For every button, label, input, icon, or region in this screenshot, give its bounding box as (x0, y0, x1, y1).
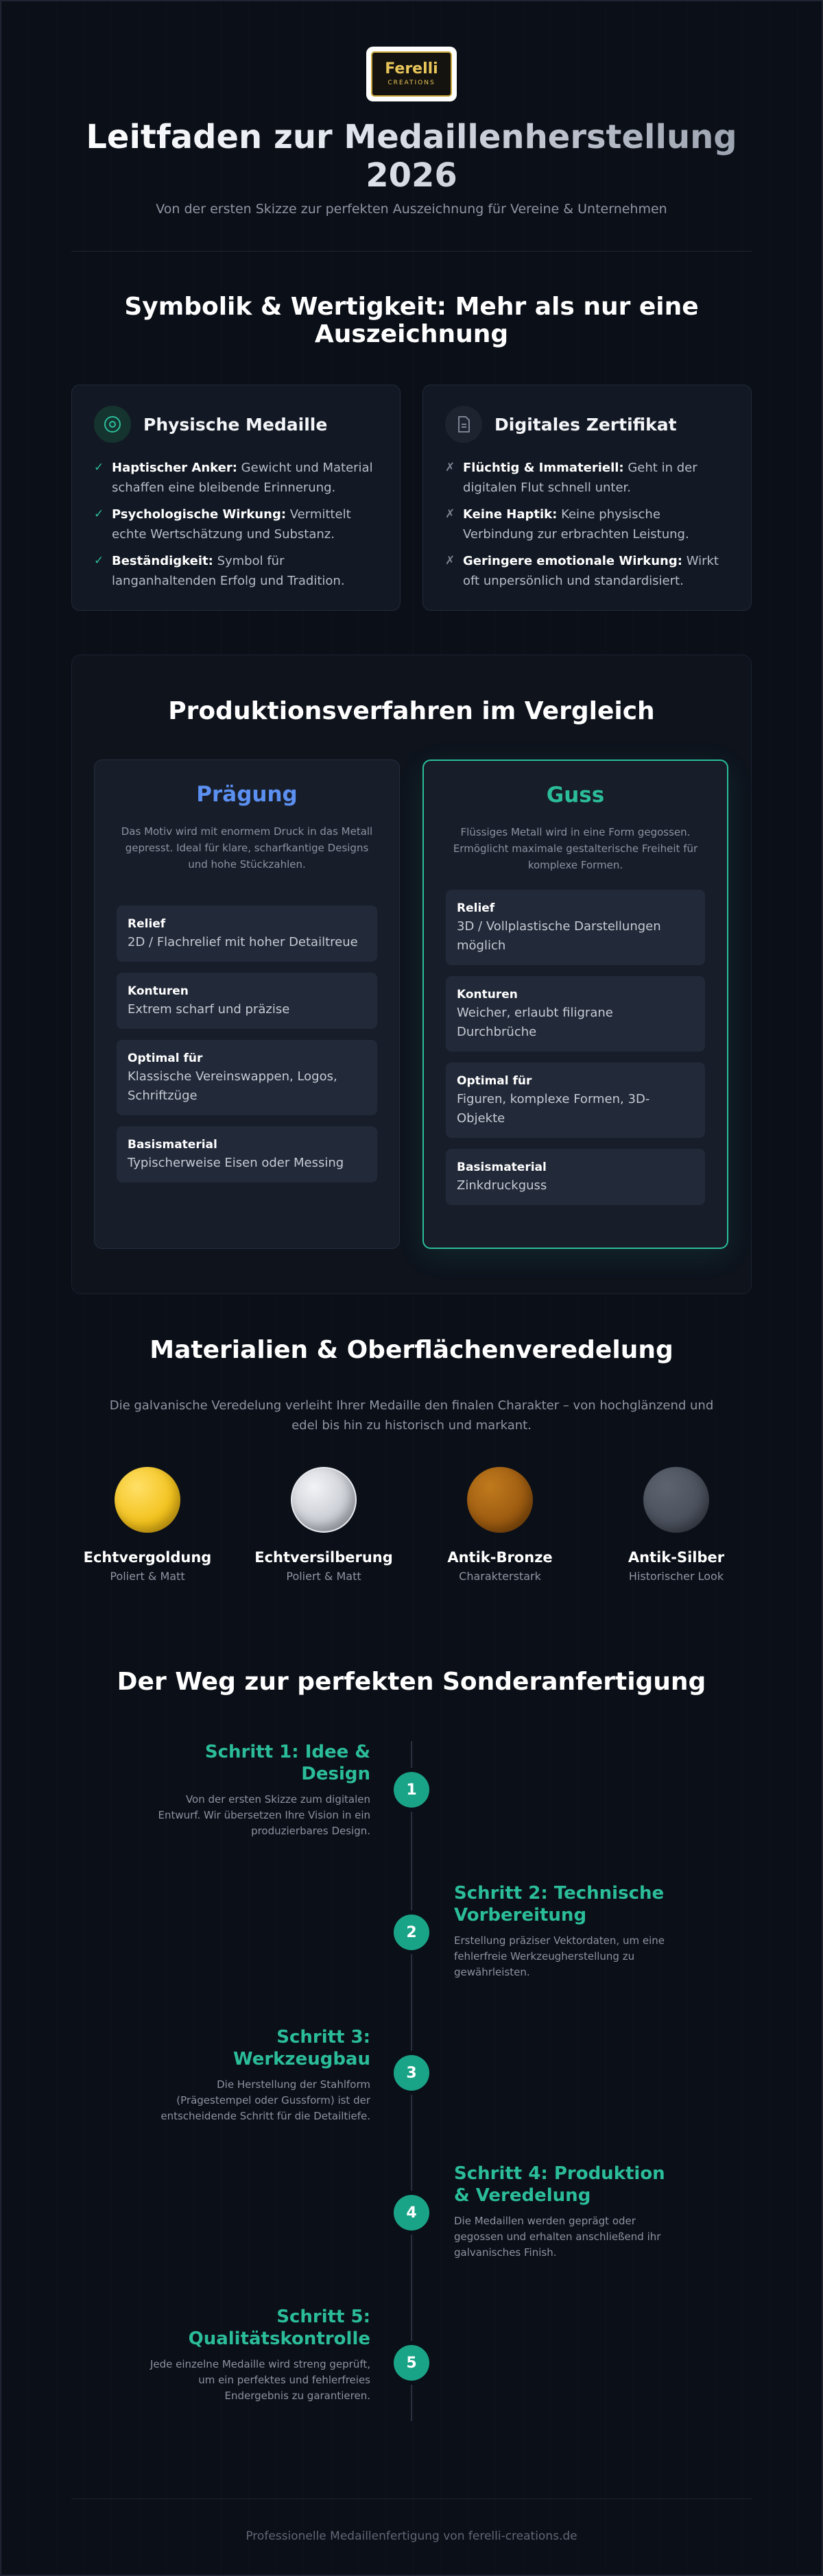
process-title: Der Weg zur perfekten Sonderanfertigung (117, 1668, 706, 1696)
step-1 (144, 1741, 370, 1839)
medal-icon (94, 406, 131, 443)
header-divider (71, 251, 752, 252)
praegung-description: Das Motiv wird mit enormem Druck in das Metall gepresst. Ideal für klare, scharfkantige Designs und hohe Stückzahlen. (121, 825, 373, 871)
step-5-marker: 5 (394, 2345, 429, 2381)
material-gold (69, 1467, 226, 1585)
list-item: ✗ Geringere emotionale Wirkung: Wirkt oft unpersönlich und standardisiert. (445, 551, 729, 591)
logo-badge (371, 51, 452, 97)
step-1-marker: 1 (394, 1772, 429, 1808)
material-name: Echtversilberung (254, 1549, 393, 1566)
materials-title: Materialien & Oberflächenveredelung (150, 1336, 673, 1364)
physical-card-title: Physische Medaille (143, 414, 328, 435)
material-sub: Charakterstark (459, 1570, 541, 1583)
guss-relief: Relief 3D / Vollplastische Darstellungen möglich (446, 890, 705, 965)
physical-medal-card (71, 385, 401, 611)
step-2-marker: 2 (394, 1915, 429, 1950)
list-item: ✗ Flüchtig & Immateriell: Geht in der digitalen Flut schnell unter. (445, 458, 729, 498)
page-subtitle: Von der ersten Skizze zur perfekten Auszeichnung für Vereine & Unternehmen (156, 202, 667, 217)
step-title: Schritt 3: Werkzeugbau (232, 2027, 370, 2069)
list-item: ✓ Haptischer Anker: Gewicht und Material schaffen eine bleibende Erinnerung. (94, 458, 378, 498)
digital-drawbacks-list (445, 458, 729, 591)
symbolik-title: Symbolik & Wertigkeit: Mehr als nur eine Auszeichnung (124, 293, 699, 348)
step-5 (144, 2306, 370, 2404)
guss-column (422, 760, 728, 1249)
cross-icon: ✗ (445, 507, 455, 521)
bronze-swatch (467, 1467, 533, 1533)
antique-silver-swatch (643, 1467, 709, 1533)
step-title: Schritt 1: Idee & Design (204, 1742, 370, 1784)
step-title: Schritt 5: Qualitätskontrolle (188, 2307, 370, 2349)
material-silver (245, 1467, 403, 1585)
guss-konturen: Konturen Weicher, erlaubt filigrane Durchbrüche (446, 976, 705, 1052)
logo-subline: CREATIONS (387, 80, 436, 86)
step-3 (144, 2026, 370, 2124)
step-2 (454, 1882, 680, 1980)
step-3-marker: 3 (394, 2055, 429, 2091)
step-description: Die Herstellung der Stahlform (Prägestempel oder Gussform) ist der entscheidende Schritt für die Detailtiefe. (160, 2078, 370, 2122)
digital-card-title: Digitales Zertifikat (494, 414, 677, 435)
material-bronze (421, 1467, 579, 1585)
praegung-column (94, 760, 400, 1249)
digital-certificate-card (422, 385, 752, 611)
material-sub: Historischer Look (628, 1570, 724, 1583)
silver-swatch (291, 1467, 357, 1533)
step-4 (454, 2163, 680, 2261)
guss-description: Flüssiges Metall wird in eine Form gegossen. Ermöglicht maximale gestalterische Freiheit für komplexe Formen. (453, 826, 698, 871)
cross-icon: ✗ (445, 461, 455, 474)
list-item: ✓ Beständigkeit: Symbol für langanhaltenden Erfolg und Tradition. (94, 551, 378, 591)
check-icon: ✓ (94, 507, 104, 521)
step-title: Schritt 2: Technische Vorbereitung (454, 1883, 665, 1925)
footer-text: Professionelle Medaillenfertigung von ferelli-creations.de (246, 2529, 577, 2543)
guss-optimal: Optimal für Figuren, komplexe Formen, 3D-Objekte (446, 1062, 705, 1138)
praegung-optimal: Optimal für Klassische Vereinswappen, Logos, Schriftzüge (117, 1040, 377, 1115)
praegung-title: Prägung (196, 782, 298, 807)
physical-benefits-list (94, 458, 378, 591)
page-title: Leitfaden zur Medaillenherstellung 2026 (69, 118, 754, 195)
list-item: ✗ Keine Haptik: Keine physische Verbindung zur erbrachten Leistung. (445, 505, 729, 544)
check-icon: ✓ (94, 461, 104, 474)
step-description: Jede einzelne Medaille wird streng geprüft, um ein perfektes und fehlerfreies Endergebnis zu garantieren. (150, 2358, 370, 2402)
document-icon (445, 406, 482, 443)
step-description: Erstellung präziser Vektordaten, um eine fehlerfreie Werkzeugherstellung zu gewährleisten. (454, 1934, 665, 1978)
materials-intro: Die galvanische Veredelung verleiht Ihrer Medaille den finalen Charakter – von hochglänzend und edel bis hin zu historisch und markant. (109, 1398, 714, 1433)
brand-logo[interactable] (366, 47, 457, 101)
check-icon: ✓ (94, 554, 104, 568)
list-item: ✓ Psychologische Wirkung: Vermittelt echte Wertschätzung und Substanz. (94, 505, 378, 544)
material-sub: Poliert & Matt (286, 1570, 361, 1583)
guss-material: Basismaterial Zinkdruckguss (446, 1149, 705, 1205)
step-4-marker: 4 (394, 2195, 429, 2231)
material-name: Antik-Silber (628, 1549, 725, 1566)
step-description: Die Medaillen werden geprägt oder gegossen und erhalten anschließend ihr galvanisches Finish. (454, 2215, 661, 2259)
praegung-konturen: Konturen Extrem scharf und präzise (117, 973, 377, 1029)
gold-swatch (115, 1467, 180, 1533)
material-name: Echtvergoldung (83, 1549, 212, 1566)
material-sub: Poliert & Matt (110, 1570, 185, 1583)
material-name: Antik-Bronze (447, 1549, 553, 1566)
guss-title: Guss (546, 783, 605, 807)
praegung-material: Basismaterial Typischerweise Eisen oder Messing (117, 1126, 377, 1182)
production-title: Produktionsverfahren im Vergleich (168, 697, 655, 725)
logo-wordmark: Ferelli (385, 60, 438, 77)
step-title: Schritt 4: Produktion & Veredelung (454, 2163, 665, 2206)
praegung-relief: Relief 2D / Flachrelief mit hoher Detailtreue (117, 906, 377, 962)
material-antique-silver (597, 1467, 755, 1585)
step-description: Von der ersten Skizze zum digitalen Entwurf. Wir übersetzen Ihre Vision in ein produzierbares Design. (158, 1793, 370, 1837)
cross-icon: ✗ (445, 554, 455, 568)
